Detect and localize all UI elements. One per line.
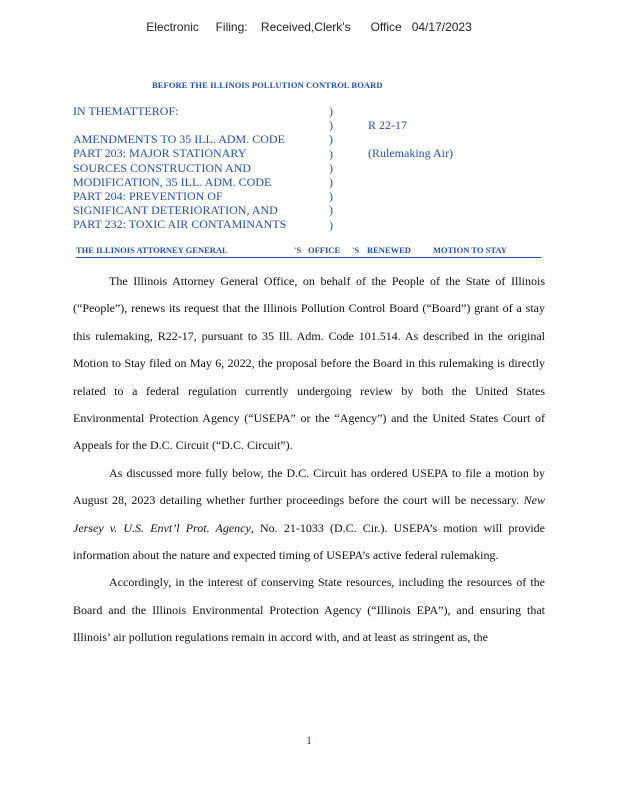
- motion-title-part: RENEWED: [367, 245, 411, 255]
- motion-body: [73, 268, 545, 652]
- caption-paren: ): [329, 203, 333, 218]
- docket-number: R 22-17: [368, 118, 407, 132]
- proceeding-type: (Rulemaking Air): [368, 146, 453, 161]
- caption-line: SIGNIFICANT DETERIORATION, AND: [73, 203, 278, 218]
- caption-line: SOURCES CONSTRUCTION AND: [73, 160, 252, 175]
- caption-paren: ): [329, 118, 333, 133]
- caption-parentheses: [329, 104, 339, 232]
- caption-paren: ): [329, 104, 333, 118]
- caption-paren: ): [329, 189, 333, 204]
- caption-paren: ): [329, 146, 333, 161]
- motion-title-part: 'S: [294, 245, 302, 255]
- motion-title: [76, 245, 541, 258]
- caption-line: PART 203: MAJOR STATIONARY: [73, 146, 247, 161]
- caption-line: MODIFICATION, 35 ILL. ADM. CODE: [73, 174, 272, 189]
- body-paragraph: The Illinois Attorney General Office, on behalf of the People of the State of Illinois (“People”), renews its request that the Illinois Pollution Control Board (“Board”) grant of a stay this rulemaking, R22-17, pursuant to 35 Ill. Adm. Code 101.514. As described in the original Motion to Stay filed on May 6, 2022, the proposal before the Board in this rulemaking is directly related to a federal regulation currently undergoing review by both the United States Environmental Protection Agency (“USEPA” or the “Agency”) and the United States Court of Appeals for the D.C. Circuit (“D.C. Circuit”).: [73, 274, 545, 453]
- paragraph-text: As discussed more fully below, the D.C. Circuit has ordered USEPA to file a motion by August 28, 2023 detailing whether further proceedings before the court will be necessary.: [73, 465, 545, 508]
- body-paragraph: [73, 460, 545, 570]
- caption-paren: ): [329, 132, 333, 147]
- filing-stamp: Electronic Filing: Received,Clerk's Office 04/17/2023: [146, 20, 472, 34]
- motion-title-part: OFFICE: [308, 245, 341, 255]
- body-paragraph: Accordingly, in the interest of conserving State resources, including the resources of the Board and the Illinois Environmental Protection Agency (“Illinois EPA”), and ensuring that Illinois’ air pollution regulations remain in accord with, and at least as stringent as, the: [73, 575, 545, 645]
- caption-matter: IN THEMATTEROF:: [73, 104, 179, 118]
- caption-paren: ): [329, 217, 333, 232]
- page-number: 1: [306, 733, 312, 747]
- caption-line: PART 232: TOXIC AIR CONTAMINANTS: [73, 217, 287, 232]
- caption-line: PART 204: PREVENTION OF: [73, 189, 223, 204]
- motion-title-part: 'S: [352, 245, 360, 255]
- caption-right: [368, 118, 453, 160]
- motion-title-part: MOTION TO STAY: [433, 245, 507, 255]
- caption-line: AMENDMENTS TO 35 ILL. ADM. CODE: [73, 132, 285, 147]
- case-citation: New Jersey v. U.S. Envt’l Prot. Agency: [73, 493, 546, 535]
- motion-title-part: THE ILLINOIS ATTORNEY GENERAL: [76, 245, 228, 255]
- caption-left: [73, 104, 328, 232]
- caption-paren: ): [329, 160, 333, 175]
- board-heading: BEFORE THE ILLINOIS POLLUTION CONTROL BOARD: [152, 80, 383, 90]
- paragraph-text: , No. 21-1033 (D.C. Cir.). USEPA’s motion will provide information about the nature and expected timing of USEPA’s active federal rulemaking.: [73, 520, 546, 563]
- caption-paren: ): [329, 175, 333, 190]
